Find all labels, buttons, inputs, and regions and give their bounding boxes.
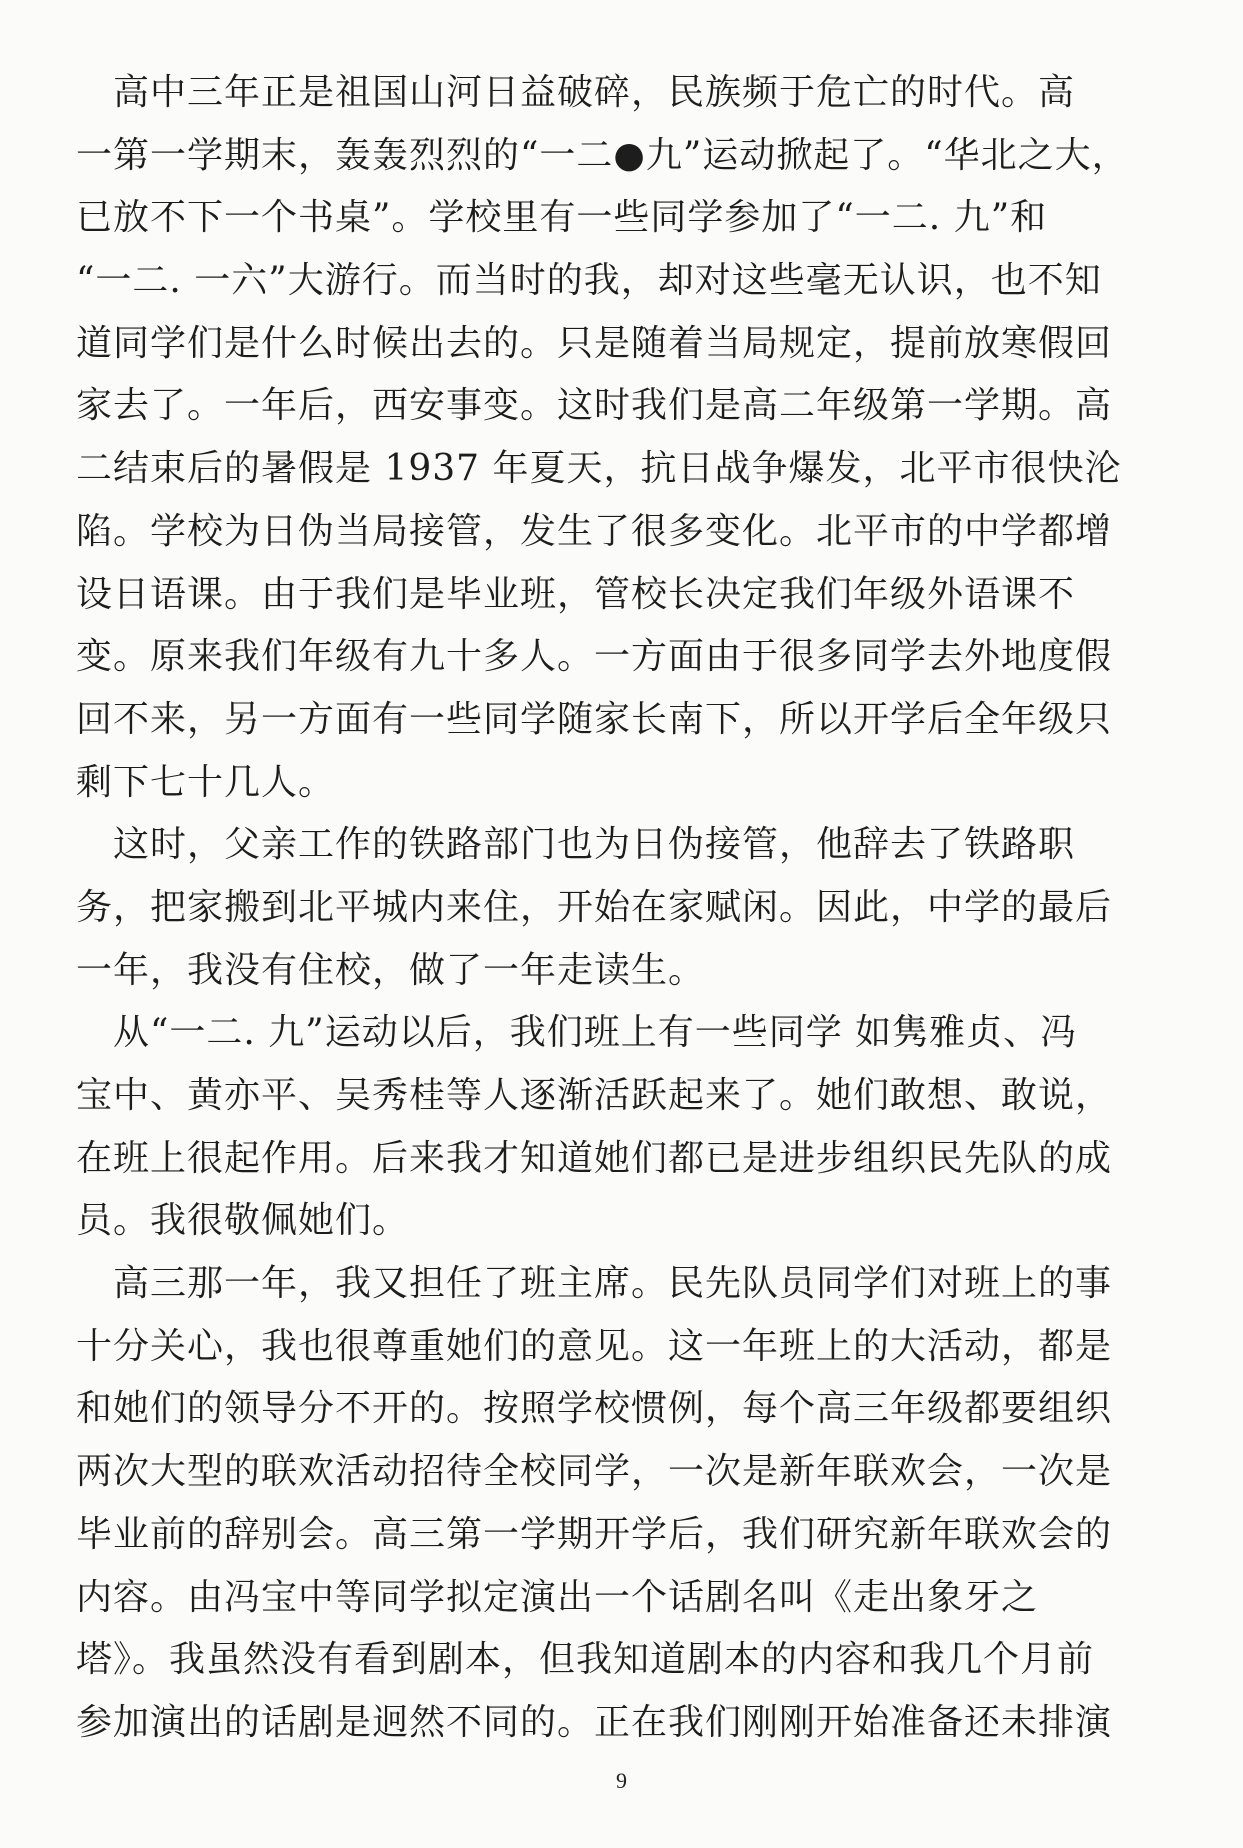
text-line: 家去了。一年后，西安事变。这时我们是高二年级第一学期。高 (76, 385, 1113, 427)
text-line: 一第一学期末，轰轰烈烈的“一二●九”运动掀起了。“华北之大， (76, 134, 1129, 176)
text-line: 剩下七十几人。 (76, 761, 336, 803)
page-number: 9 (616, 1768, 627, 1793)
text-line: 内容。由冯宝中等同学拟定演出一个话剧名叫《走出象牙之 (76, 1576, 1039, 1618)
text-line: “一二. 一六”大游行。而当时的我，却对这些毫无认识，也不知 (76, 260, 1102, 302)
text-line: 二结束后的暑假是 1937 年夏天，抗日战争爆发，北平市很快沦 (76, 448, 1122, 490)
text-line: 从“一二. 九”运动以后，我们班上有一些同学 如隽雅贞、冯 (76, 1012, 1078, 1054)
text-line: 设日语课。由于我们是毕业班，管校长决定我们年级外语课不 (76, 573, 1076, 615)
text-line: 道同学们是什么时候出去的。只是随着当局规定，提前放寒假回 (76, 322, 1113, 364)
body-text (76, 62, 1176, 1755)
text-line: 两次大型的联欢活动招待全校同学，一次是新年联欢会，一次是 (76, 1451, 1113, 1493)
text-line: 务，把家搬到北平城内来住，开始在家赋闲。因此，中学的最后 (76, 886, 1113, 928)
text-line: 在班上很起作用。后来我才知道她们都已是进步组织民先队的成 (76, 1137, 1113, 1179)
text-line: 参加演出的话剧是迥然不同的。正在我们刚刚开始准备还未排演 (76, 1701, 1113, 1743)
text-line: 高三那一年，我又担任了班主席。民先队员同学们对班上的事 (76, 1263, 1113, 1305)
text-line: 已放不下一个书桌”。学校里有一些同学参加了“一二. 九”和 (76, 197, 1048, 239)
text-line: 高中三年正是祖国山河日益破碎，民族频于危亡的时代。高 (76, 72, 1076, 113)
text-line: 员。我很敬佩她们。 (76, 1200, 410, 1242)
text-line: 和她们的领导分不开的。按照学校惯例，每个高三年级都要组织 (76, 1388, 1113, 1430)
text-line: 宝中、黄亦平、吴秀桂等人逐渐活跃起来了。她们敢想、敢说， (76, 1075, 1113, 1116)
text-line: 陷。学校为日伪当局接管，发生了很多变化。北平市的中学都增 (76, 510, 1113, 552)
text-line: 一年，我没有住校，做了一年走读生。 (76, 949, 706, 991)
text-line: 变。原来我们年级有九十多人。一方面由于很多同学去外地度假 (76, 636, 1113, 678)
text-line: 毕业前的辞别会。高三第一学期开学后，我们研究新年联欢会的 (76, 1513, 1113, 1555)
text-line: 这时，父亲工作的铁路部门也为日伪接管，他辞去了铁路职 (76, 824, 1076, 866)
text-line: 十分关心，我也很尊重她们的意见。这一年班上的大活动，都是 (76, 1325, 1113, 1367)
text-line: 塔》。我虽然没有看到剧本，但我知道剧本的内容和我几个月前 (76, 1639, 1095, 1681)
text-line: 回不来，另一方面有一些同学随家长南下，所以开学后全年级只 (76, 698, 1113, 740)
